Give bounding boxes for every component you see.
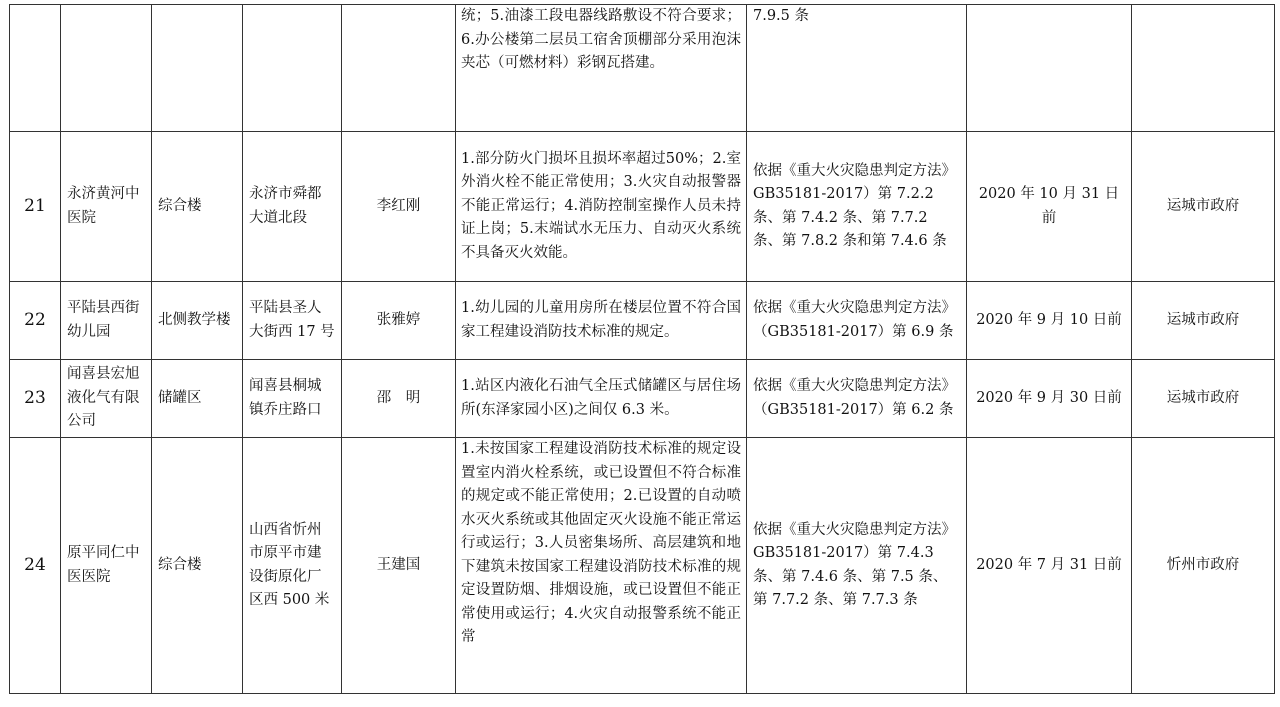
building-name: 综合楼 bbox=[152, 132, 243, 282]
address bbox=[243, 5, 342, 132]
unit-name: 闻喜县宏旭液化气有限公司 bbox=[61, 360, 152, 438]
table-row bbox=[10, 132, 1275, 282]
judgment-basis: 7.9.5 条 bbox=[747, 5, 967, 132]
building-name bbox=[152, 5, 243, 132]
supervising-government: 运城市政府 bbox=[1132, 360, 1275, 438]
rectification-deadline: 2020 年 9 月 30 日前 bbox=[967, 360, 1132, 438]
table-row bbox=[10, 5, 1275, 132]
rectification-deadline: 2020 年 7 月 31 日前 bbox=[967, 438, 1132, 694]
building-name: 综合楼 bbox=[152, 438, 243, 694]
rectification-deadline: 2020 年 9 月 10 日前 bbox=[967, 282, 1132, 360]
judgment-basis: 依据《重大火灾隐患判定方法》GB35181-2017）第 7.4.3 条、第 7.4.6 条、第 7.5 条、第 7.7.2 条、第 7.7.3 条 bbox=[747, 438, 967, 694]
responsible-person: 邵 明 bbox=[342, 360, 456, 438]
unit-name: 平陆县西街幼儿园 bbox=[61, 282, 152, 360]
table-row bbox=[10, 282, 1275, 360]
row-number: 23 bbox=[10, 360, 61, 438]
rectification-deadline bbox=[967, 5, 1132, 132]
row-number: 21 bbox=[10, 132, 61, 282]
supervising-government: 运城市政府 bbox=[1132, 132, 1275, 282]
responsible-person: 李红刚 bbox=[342, 132, 456, 282]
responsible-person: 王建国 bbox=[342, 438, 456, 694]
row-number: 24 bbox=[10, 438, 61, 694]
hazard-problems: 1.未按国家工程建设消防技术标准的规定设置室内消火栓系统，或已设置但不符合标准的规定或不能正常使用；2.已设置的自动喷水灭火系统或其他固定灭火设施不能正常运行或运行；3.人员密集场所、高层建筑和地下建筑未按国家工程建设消防技术标准的规定设置防烟、排烟设施，或已设置但不能正常使用或运行；4.火灾自动报警系统不能正常 bbox=[456, 438, 747, 694]
address: 永济市舜都大道北段 bbox=[243, 132, 342, 282]
row-number bbox=[10, 5, 61, 132]
hazard-problems: 1.幼儿园的儿童用房所在楼层位置不符合国家工程建设消防技术标准的规定。 bbox=[456, 282, 747, 360]
hazard-problems: 1.部分防火门损坏且损坏率超过50%；2.室外消火栓不能正常使用；3.火灾自动报警器不能正常运行；4.消防控制室操作人员未持证上岗；5.末端试水无压力、自动灭火系统不具备灭火效能。 bbox=[456, 132, 747, 282]
judgment-basis: 依据《重大火灾隐患判定方法》（GB35181-2017）第 6.9 条 bbox=[747, 282, 967, 360]
building-name: 储罐区 bbox=[152, 360, 243, 438]
table-row bbox=[10, 360, 1275, 438]
hazard-problems: 统；5.油漆工段电器线路敷设不符合要求；6.办公楼第二层员工宿舍顶棚部分采用泡沫夹芯（可燃材料）彩钢瓦搭建。 bbox=[456, 5, 747, 132]
hazard-problems: 1.站区内液化石油气全压式储罐区与居住场所(东泽家园小区)之间仅 6.3 米。 bbox=[456, 360, 747, 438]
hazard-table bbox=[9, 4, 1275, 694]
address: 山西省忻州市原平市建设街原化厂区西 500 米 bbox=[243, 438, 342, 694]
address: 闻喜县桐城镇乔庄路口 bbox=[243, 360, 342, 438]
rectification-deadline: 2020 年 10 月 31 日前 bbox=[967, 132, 1132, 282]
table-row bbox=[10, 438, 1275, 694]
building-name: 北侧教学楼 bbox=[152, 282, 243, 360]
responsible-person: 张雅婷 bbox=[342, 282, 456, 360]
judgment-basis: 依据《重大火灾隐患判定方法》（GB35181-2017）第 6.2 条 bbox=[747, 360, 967, 438]
unit-name: 原平同仁中医医院 bbox=[61, 438, 152, 694]
address: 平陆县圣人大街西 17 号 bbox=[243, 282, 342, 360]
supervising-government: 忻州市政府 bbox=[1132, 438, 1275, 694]
responsible-person bbox=[342, 5, 456, 132]
judgment-basis: 依据《重大火灾隐患判定方法》GB35181-2017）第 7.2.2 条、第 7.4.2 条、第 7.7.2 条、第 7.8.2 条和第 7.4.6 条 bbox=[747, 132, 967, 282]
row-number: 22 bbox=[10, 282, 61, 360]
unit-name: 永济黄河中医院 bbox=[61, 132, 152, 282]
supervising-government: 运城市政府 bbox=[1132, 282, 1275, 360]
supervising-government bbox=[1132, 5, 1275, 132]
unit-name bbox=[61, 5, 152, 132]
